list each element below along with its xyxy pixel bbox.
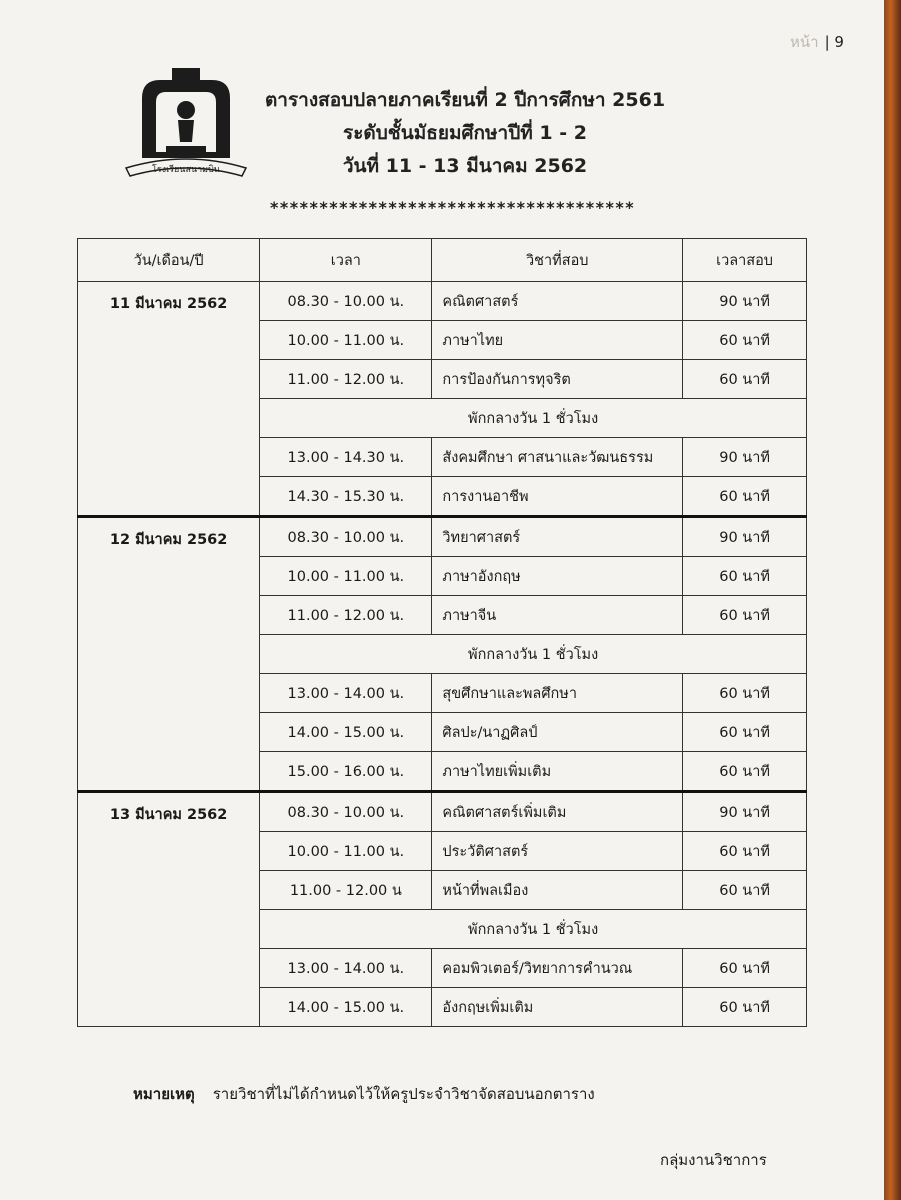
exam-time: 11.00 - 12.00 น <box>260 871 432 910</box>
exam-duration: 60 นาที <box>683 596 807 635</box>
exam-subject: หน้าที่พลเมือง <box>432 871 683 910</box>
exam-subject: อังกฤษเพิ่มเติม <box>432 988 683 1027</box>
exam-time: 14.30 - 15.30 น. <box>260 477 432 517</box>
header-duration: เวลาสอบ <box>683 239 807 282</box>
department-signature: กลุ่มงานวิชาการ <box>660 1151 767 1169</box>
school-logo <box>122 58 250 186</box>
table-body <box>78 282 807 1027</box>
exam-schedule-table <box>77 238 807 1027</box>
exam-subject: วิทยาศาสตร์ <box>432 517 683 557</box>
exam-subject: ภาษาอังกฤษ <box>432 557 683 596</box>
exam-subject: คณิตศาสตร์ <box>432 282 683 321</box>
exam-subject: ภาษาจีน <box>432 596 683 635</box>
exam-time: 14.00 - 15.00 น. <box>260 988 432 1027</box>
exam-duration: 90 นาที <box>683 517 807 557</box>
title-line-3: วันที่ 11 - 13 มีนาคม 2562 <box>342 155 588 177</box>
table-row <box>78 517 807 557</box>
header-subject: วิชาที่สอบ <box>432 239 683 282</box>
exam-time: 08.30 - 10.00 น. <box>260 517 432 557</box>
exam-duration: 60 นาที <box>683 713 807 752</box>
exam-duration: 60 นาที <box>683 321 807 360</box>
lunch-break-label: พักกลางวัน 1 ชั่วโมง <box>260 635 807 674</box>
exam-time: 10.00 - 11.00 น. <box>260 832 432 871</box>
star-divider: ************************************* <box>270 198 636 217</box>
exam-duration: 90 นาที <box>683 438 807 477</box>
exam-subject: สังคมศึกษา ศาสนาและวัฒนธรรม <box>432 438 683 477</box>
logo-text: โรงเรียนสนามบิน <box>152 165 220 175</box>
exam-date: 12 มีนาคม 2562 <box>78 517 260 792</box>
exam-subject: สุขศึกษาและพลศึกษา <box>432 674 683 713</box>
header-time: เวลา <box>260 239 432 282</box>
exam-duration: 60 นาที <box>683 674 807 713</box>
exam-time: 13.00 - 14.30 น. <box>260 438 432 477</box>
table-header-row <box>78 239 807 282</box>
exam-time: 13.00 - 14.00 น. <box>260 949 432 988</box>
exam-time: 08.30 - 10.00 น. <box>260 282 432 321</box>
exam-time: 10.00 - 11.00 น. <box>260 557 432 596</box>
note <box>133 1082 595 1106</box>
page-edge-background <box>884 0 901 1200</box>
exam-time: 11.00 - 12.00 น. <box>260 360 432 399</box>
note-label: หมายเหตุ <box>133 1085 195 1103</box>
exam-time: 15.00 - 16.00 น. <box>260 752 432 792</box>
exam-time: 11.00 - 12.00 น. <box>260 596 432 635</box>
exam-date: 11 มีนาคม 2562 <box>78 282 260 517</box>
table-row <box>78 282 807 321</box>
exam-subject: การงานอาชีพ <box>432 477 683 517</box>
table-row <box>78 792 807 832</box>
exam-time: 13.00 - 14.00 น. <box>260 674 432 713</box>
exam-subject: คอมพิวเตอร์/วิทยาการคำนวณ <box>432 949 683 988</box>
exam-subject: ภาษาไทย <box>432 321 683 360</box>
exam-time: 10.00 - 11.00 น. <box>260 321 432 360</box>
exam-time: 08.30 - 10.00 น. <box>260 792 432 832</box>
exam-duration: 60 นาที <box>683 752 807 792</box>
page-number: หน้า | 9 <box>790 33 844 51</box>
exam-duration: 60 นาที <box>683 557 807 596</box>
title-line-1: ตารางสอบปลายภาคเรียนที่ 2 ปีการศึกษา 2561 <box>264 89 666 111</box>
exam-subject: การป้องกันการทุจริต <box>432 360 683 399</box>
note-text: รายวิชาที่ไม่ได้กำหนดไว้ให้ครูประจำวิชาจัดสอบนอกตาราง <box>212 1085 595 1103</box>
exam-subject: ภาษาไทยเพิ่มเติม <box>432 752 683 792</box>
exam-subject: คณิตศาสตร์เพิ่มเติม <box>432 792 683 832</box>
exam-duration: 60 นาที <box>683 477 807 517</box>
exam-date: 13 มีนาคม 2562 <box>78 792 260 1027</box>
exam-duration: 60 นาที <box>683 360 807 399</box>
exam-duration: 60 นาที <box>683 988 807 1027</box>
exam-duration: 60 นาที <box>683 949 807 988</box>
lunch-break-label: พักกลางวัน 1 ชั่วโมง <box>260 399 807 438</box>
exam-time: 14.00 - 15.00 น. <box>260 713 432 752</box>
exam-duration: 60 นาที <box>683 871 807 910</box>
exam-duration: 60 นาที <box>683 832 807 871</box>
header-date: วัน/เดือน/ปี <box>78 239 260 282</box>
exam-duration: 90 นาที <box>683 282 807 321</box>
exam-subject: ประวัติศาสตร์ <box>432 832 683 871</box>
exam-subject: ศิลปะ/นาฏศิลป์ <box>432 713 683 752</box>
page-number-value: 9 <box>834 33 844 51</box>
exam-duration: 90 นาที <box>683 792 807 832</box>
lunch-break-label: พักกลางวัน 1 ชั่วโมง <box>260 910 807 949</box>
page-label: หน้า <box>790 33 819 51</box>
document-title <box>255 84 675 183</box>
title-line-2: ระดับชั้นมัธยมศึกษาปีที่ 1 - 2 <box>343 122 587 144</box>
